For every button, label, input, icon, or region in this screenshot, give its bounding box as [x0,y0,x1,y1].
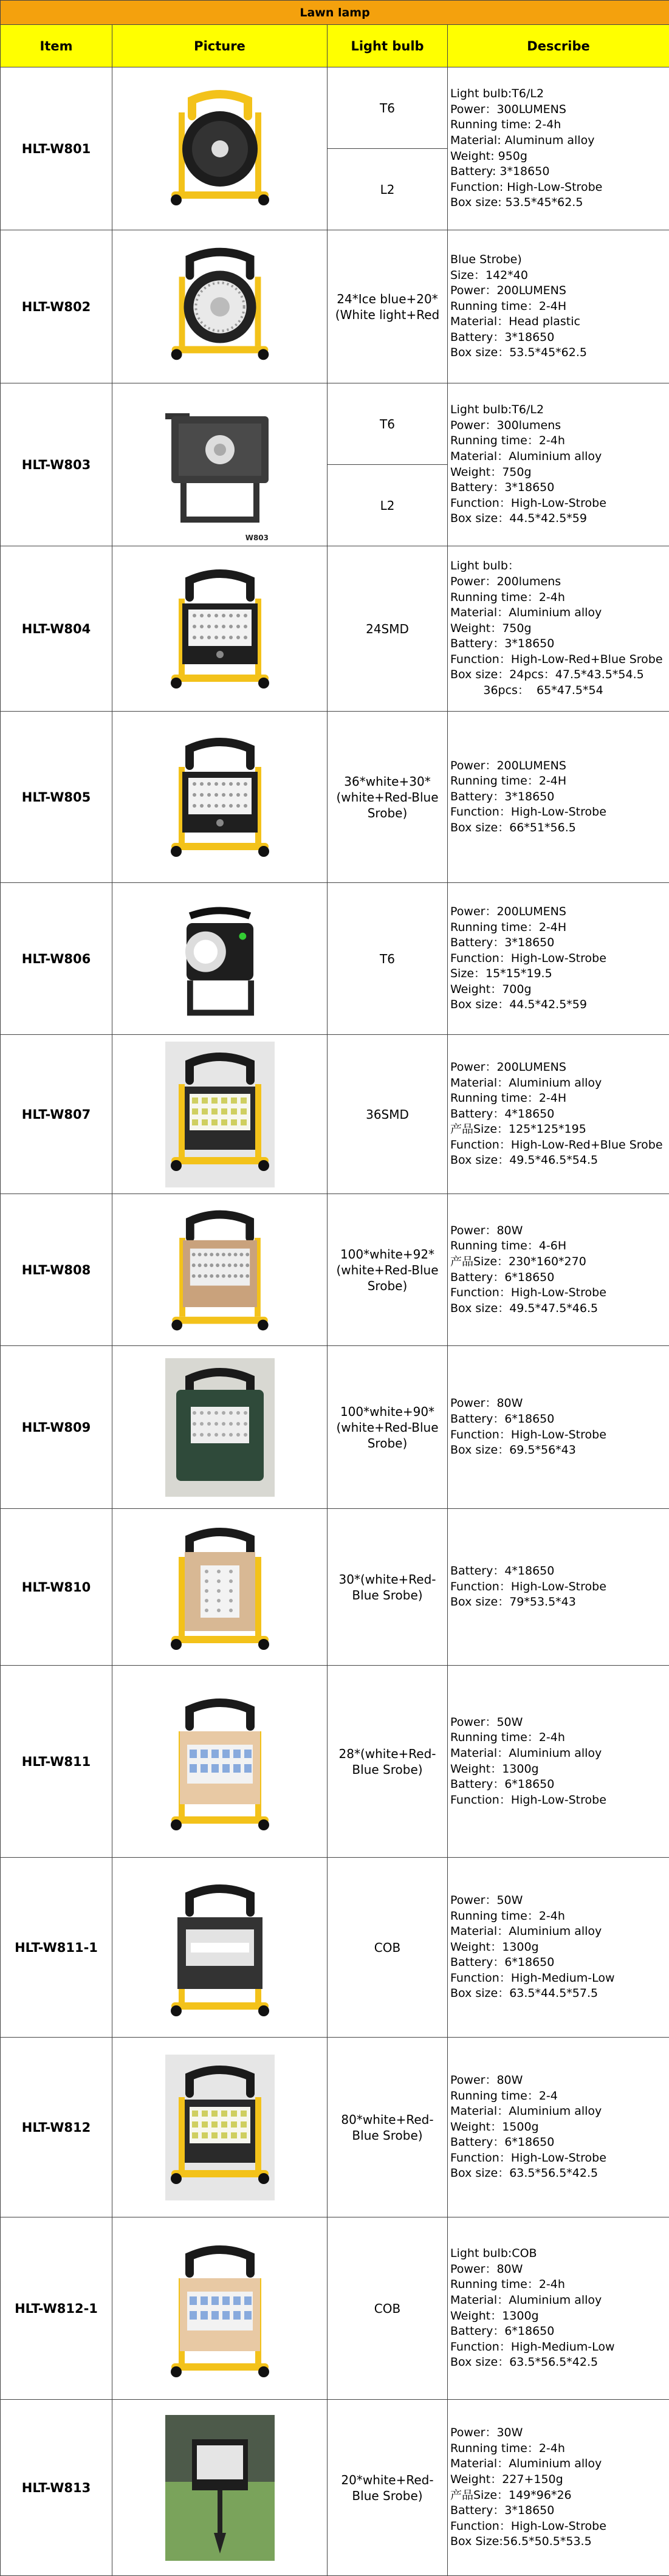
light-bulb: 36SMD [328,1035,448,1194]
light-bulb: 100*white+90*(white+Red-Blue Srobe) [328,1346,448,1509]
item-code: HLT-W805 [1,712,112,883]
description: Light bulb： Power：200lumens Running time：2-4h Material：Aluminium alloy Weight：750g Battery：3*18650 Function：High-Low-Red+Blue Srobe Box size：24pcs：47.5*43.5*54.5 36pcs： 65*47.5*54 [448,546,669,712]
product-picture [112,1194,328,1346]
product-picture [112,2400,328,2576]
product-row [1,2400,669,2576]
product-row [1,1035,669,1194]
light-bulb: COB [328,2217,448,2400]
light-bulb: 24SMD [328,546,448,712]
item-code: HLT-W807 [1,1035,112,1194]
header-picture: Picture [112,25,328,67]
header-light-bulb: Light bulb [328,25,448,67]
description: Power：50W Running time：2-4h Material：Aluminium alloy Weight：1300g Battery：6*18650 Function：High-Medium-Low Box size：63.5*44.5*57.5 [448,1858,669,2038]
description: Light bulb:T6/L2 Power：300lumens Running time：2-4h Material：Aluminium alloy Weight：750g Battery：3*18650 Function：High-Low-Strobe Box size：44.5*42.5*59 [448,383,669,546]
light-bulb: T6 [328,383,448,465]
light-bulb: L2 [328,465,448,546]
item-code: HLT-W802 [1,230,112,383]
product-row [1,2038,669,2217]
product-picture [112,1509,328,1666]
product-row [1,1858,669,2038]
item-code: HLT-W812-1 [1,2217,112,2400]
square-spotlight-icon [147,392,293,538]
description: Power：200LUMENS Running time：2-4H Battery：3*18650 Function：High-Low-Strobe Size：15*15*19.5 Weight：700g Box size：44.5*42.5*59 [448,883,669,1035]
description: Power：50W Running time：2-4h Material：Aluminium alloy Weight：1300g Battery：6*18650 Function：High-Low-Strobe [448,1666,669,1858]
product-picture [112,230,328,383]
item-code: HLT-W813 [1,2400,112,2576]
flood-light-icon [147,556,293,702]
product-picture [112,67,328,230]
light-bulb: COB [328,1858,448,2038]
product-picture [112,546,328,712]
description: Power：80W Running time：2-4 Material：Aluminium alloy Weight：1500g Battery：6*18650 Function：High-Low-Strobe Box size：63.5*56.5*42.5 [448,2038,669,2217]
product-row [1,883,669,1035]
product-picture [112,712,328,883]
light-bulb: L2 [328,149,448,230]
light-bulb: 100*white+92*(white+Red-Blue Srobe) [328,1194,448,1346]
product-row [1,1346,669,1509]
description: Power：200LUMENS Running time：2-4H Battery：3*18650 Function：High-Low-Strobe Box size：66*51*56.5 [448,712,669,883]
product-picture [112,1346,328,1509]
table-title: Lawn lamp [1,1,669,25]
description: Battery：4*18650 Function：High-Low-Strobe Box size：79*53.5*43 [448,1509,669,1666]
item-code: HLT-W808 [1,1194,112,1346]
product-row [1,546,669,712]
photo-flood-light-icon [147,2055,293,2200]
product-row [1,230,669,383]
product-picture [112,883,328,1035]
light-bulb: T6 [328,67,448,149]
title-row [1,1,669,25]
light-bulb: 28*(white+Red-Blue Srobe) [328,1666,448,1858]
square-flood-light-icon [147,1514,293,1660]
item-code: HLT-W812 [1,2038,112,2217]
cob-flood-light-icon [147,1875,293,2021]
light-bulb: 30*(white+Red-Blue Srobe) [328,1509,448,1666]
description: Power：80W Battery：6*18650 Function：High-Low-Strobe Box size：69.5*56*43 [448,1346,669,1509]
description: Power：80W Running time：4-6H 产品Size：230*160*270 Battery：6*18650 Function：High-Low-Strobe Box size：49.5*47.5*46.5 [448,1194,669,1346]
product-row [1,1509,669,1666]
light-bulb: 80*white+Red-Blue Srobe) [328,2038,448,2217]
light-bulb: 24*Ice blue+20*(White light+Red [328,230,448,383]
photo-green-flood-light-icon [147,1355,293,1500]
product-picture [112,2038,328,2217]
description: Power：200LUMENS Material：Aluminium alloy Running time：2-4H Battery：4*18650 产品Size：125*125*195 Function：High-Low-Red+Blue Srobe Box size：49.5*46.5*54.5 [448,1035,669,1194]
item-code: HLT-W811 [1,1666,112,1858]
header-describe: Describe [448,25,669,67]
light-bulb: T6 [328,883,448,1035]
item-code: HLT-W809 [1,1346,112,1509]
product-row [1,1194,669,1346]
round-led-spotlight-icon [147,235,293,379]
description: Blue Strobe) Size：142*40 Power：200LUMENS Running time：2-4H Material：Head plastic Battery：3*18650 Box size：53.5*45*62.5 [448,230,669,383]
product-row [1,383,669,465]
header-row [1,25,669,67]
product-picture [112,1666,328,1858]
light-bulb: 36*white+30*(white+Red-Blue Srobe) [328,712,448,883]
product-picture [112,1035,328,1194]
item-code: HLT-W810 [1,1509,112,1666]
description: Power：30W Running time：2-4h Material：Aluminium alloy Weight：227+150g 产品Size：149*96*26 Battery：3*18650 Function：High-Low-Strobe Box Size:56.5*50.5*53.5 [448,2400,669,2576]
rect-flood-light-icon [147,2236,293,2382]
item-code: HLT-W804 [1,546,112,712]
image-label: W803 [245,534,269,542]
photo-spike-light-icon [147,2415,293,2561]
product-row [1,67,669,149]
product-row [1,1666,669,1858]
rect-flood-light-icon [147,1689,293,1835]
item-code: HLT-W806 [1,883,112,1035]
product-picture [112,2217,328,2400]
product-row [1,712,669,883]
header-item: Item [1,25,112,67]
round-spotlight-icon [147,76,293,222]
product-row [1,2217,669,2400]
product-picture [112,383,328,546]
cylinder-spotlight-icon [147,887,293,1031]
flood-light-wide-icon [147,1198,293,1342]
item-code: HLT-W803 [1,383,112,546]
item-code: HLT-W801 [1,67,112,230]
description: Light bulb:T6/L2 Power：300LUMENS Running time: 2-4h Material: Aluminum alloy Weight: 950g Battery: 3*18650 Function: High-Low-Strobe Box size: 53.5*45*62.5 [448,67,669,230]
description: Light bulb:COB Power：80W Running time：2-4h Material：Aluminium alloy Weight：1300g Battery：6*18650 Function：High-Medium-Low Box size：63.5*56.5*42.5 [448,2217,669,2400]
item-code: HLT-W811-1 [1,1858,112,2038]
product-picture [112,1858,328,2038]
light-bulb: 20*white+Red-Blue Srobe) [328,2400,448,2576]
flood-light-icon [147,724,293,870]
photo-flood-light-icon [147,1042,293,1187]
